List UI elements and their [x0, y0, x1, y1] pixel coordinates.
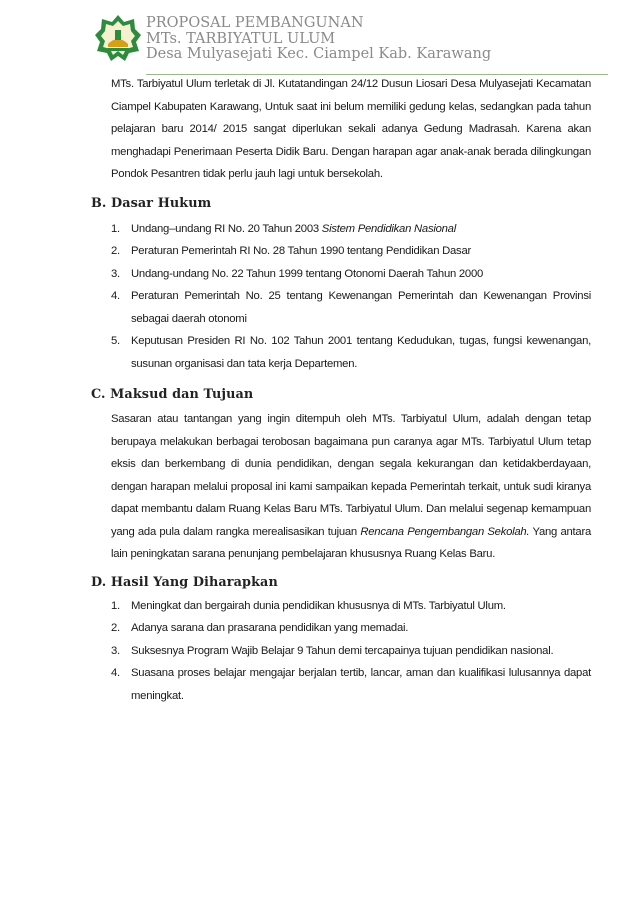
document-body	[91, 73, 591, 707]
list-item: 2. Peraturan Pemerintah RI No. 28 Tahun 1990 tentang Pendidikan Dasar	[111, 245, 472, 257]
list-item: 1. Undang–undang RI No. 20 Tahun 2003 Sistem Pendidikan Nasional	[111, 222, 456, 235]
section-c-paragraph: Sasaran atau tantangan yang ingin ditempuh oleh MTs. Tarbiyatul Ulum, adalah dengan tetap berupaya melakukan berbagai terobosan bagaimana pun caranya agar MTs. Tarbiyatul Ulum tetap eksis dan berkembang di dunia pendidikan, dengan segala kekurangan dan ketidakberdayaan, dengan harapan melalui proposal ini kami sampaikan kepada Pemerintah terkait, untuk sudi kiranya dapat membantu dalam Ruang Kelas Baru MTs. Tarbiyatul Ulum. Dan melalui segenap kemampuan yang ada pula dalam rangka merealisasikan tujuan Rencana Pengembangan Sekolah. Yang antara lain peningkatan sarana penunjang pembelajaran khususnya Ruang Kelas Baru.	[111, 413, 591, 560]
header-line-2: MTs. TARBIYATUL ULUM	[146, 30, 336, 47]
list-item: 4. Peraturan Pemerintah No. 25 tentang Kewenangan Pemerintah dan Kewenangan Provinsi sebagai daerah otonomi	[111, 290, 591, 325]
section-c-heading: C. Maksud dan Tujuan	[91, 387, 254, 402]
header-title-block	[146, 16, 491, 63]
list-item: 3. Suksesnya Program Wajib Belajar 9 Tahun demi tercapainya tujuan pendidikan nasional.	[111, 644, 554, 657]
section-d-heading: D. Hasil Yang Diharapkan	[91, 574, 278, 590]
list-item: 4. Suasana proses belajar mengajar berjalan tertib, lancar, aman dan kualifikasi lulusannya dapat meningkat.	[111, 667, 591, 702]
list-item: 2. Adanya sarana dan prasarana pendidikan yang memadai.	[111, 622, 409, 634]
page-header	[94, 14, 614, 72]
header-line-3: Desa Mulyasejati Kec. Ciampel Kab. Karawang	[146, 46, 492, 62]
madrasah-emblem-icon	[94, 14, 142, 62]
list-item: 5. Keputusan Presiden RI No. 102 Tahun 2001 tentang Kedudukan, tugas, fungsi kewenangan, susunan organisasi dan tata kerja Departemen.	[111, 335, 591, 370]
list-item: 3. Undang-undang No. 22 Tahun 1999 tentang Otonomi Daerah Tahun 2000	[111, 267, 484, 280]
section-d-list	[111, 595, 591, 708]
header-line-1: PROPOSAL PEMBANGUNAN	[146, 15, 364, 31]
section-b-list	[111, 218, 591, 376]
intro-paragraph: MTs. Tarbiyatul Ulum terletak di Jl. Kutatandingan 24/12 Dusun Liosari Desa Mulyasejati Kecamatan Ciampel Kabupaten Karawang, Untuk saat ini belum memiliki gedung kelas, sedangkan pada tahun pelajaran baru 2014/ 2015 sangat diperlukan sekali adanya Gedung Madrasah. Karena akan menghadapi Penerimaan Peserta Didik Baru. Dengan harapan agar anak-anak berada dilingkungan Pondok Pesantren tidak perlu jauh lagi untuk bersekolah.	[111, 78, 591, 180]
list-item: 1. Meningkat dan bergairah dunia pendidikan khususnya di MTs. Tarbiyatul Ulum.	[111, 599, 506, 612]
section-b-heading: B. Dasar Hukum	[91, 195, 212, 211]
